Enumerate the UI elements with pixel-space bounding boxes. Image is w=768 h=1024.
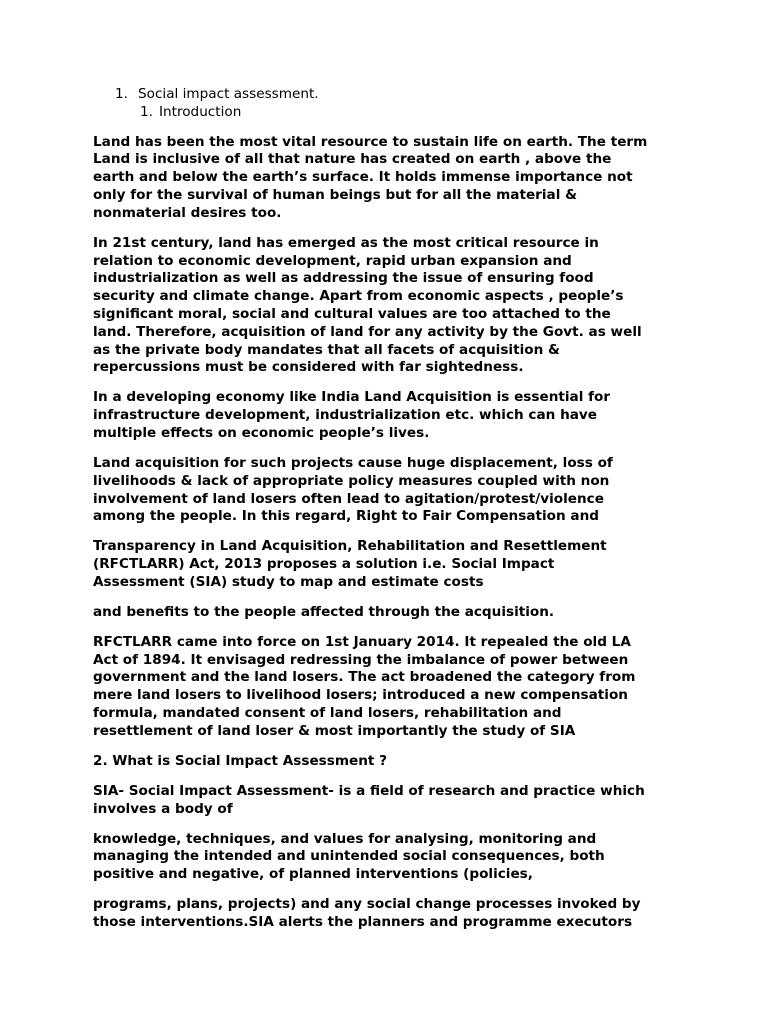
section-heading-number: 1. (115, 86, 128, 102)
section-heading-list (93, 86, 683, 122)
document-body (93, 86, 683, 944)
section-heading-what-is-sia: 2. What is Social Impact Assessment ? (93, 752, 388, 769)
paragraph-sia-programs: programs, plans, projects) and any social change processes invoked by those interventions.SIA alerts the planners and programme executors (93, 896, 641, 930)
section-heading (93, 86, 683, 104)
paragraph-land-resource: Land has been the most vital resource to sustain life on earth. The term Land is inclusive of all that nature has created on earth , above the earth and below the earth’s surface. It holds immense importance not only for the survival of human beings but for all the material & nonmaterial desires too. (93, 133, 648, 221)
paragraph-benefits: and benefits to the people affected through the acquisition. (93, 603, 555, 620)
paragraph-21st-century: In 21st century, land has emerged as the most critical resource in relation to economic development, rapid urban expansion and industrialization as well as addressing the issue of ensuring food security and climate change. Apart from economic aspects , people’s significant moral, social and cultural values are too attached to the land. Therefore, acquisition of land for any activity by the Govt. as well as the private body mandates that all facets of acquisition & repercussions must be considered with far sightedness. (93, 234, 642, 376)
paragraph-developing-economy: In a developing economy like India Land Acquisition is essential for infrastructure development, industrialization etc. which can have multiple effects on economic people’s lives. (93, 389, 611, 441)
paragraph-displacement: Land acquisition for such projects cause huge displacement, loss of livelihoods & lack of appropriate policy measures coupled with non involvement of land losers often lead to agitation/protest/violence among the people. In this regard, Right to Fair Compensation and (93, 454, 613, 525)
subsection-heading-text: Introduction (159, 103, 242, 120)
subsection-heading (93, 104, 683, 122)
section-heading-text: Social impact assessment. (138, 86, 319, 102)
paragraph-sia-definition: SIA- Social Impact Assessment- is a field of research and practice which involves a body of (93, 782, 645, 817)
paragraph-rfctlarr-2014: RFCTLARR came into force on 1st January 2014. It repealed the old LA Act of 1894. It envisaged redressing the imbalance of power between government and the land losers. The act broadened the category from mere land losers to livelihood losers; introduced a new compensation formula, mandated consent of land losers, rehabilitation and resettlement of land loser & most importantly the study of SIA (93, 633, 636, 739)
paragraph-sia-knowledge: knowledge, techniques, and values for analysing, monitoring and managing the intended and unintended social consequences, both positive and negative, of planned interventions (policies, (93, 830, 605, 883)
paragraph-rfctlarr-act: Transparency in Land Acquisition, Rehabilitation and Resettlement (RFCTLARR) Act, 2013 proposes a solution i.e. Social Impact Assessment (SIA) study to map and estimate costs (93, 538, 607, 590)
subsection-heading-number: 1. (140, 103, 153, 120)
